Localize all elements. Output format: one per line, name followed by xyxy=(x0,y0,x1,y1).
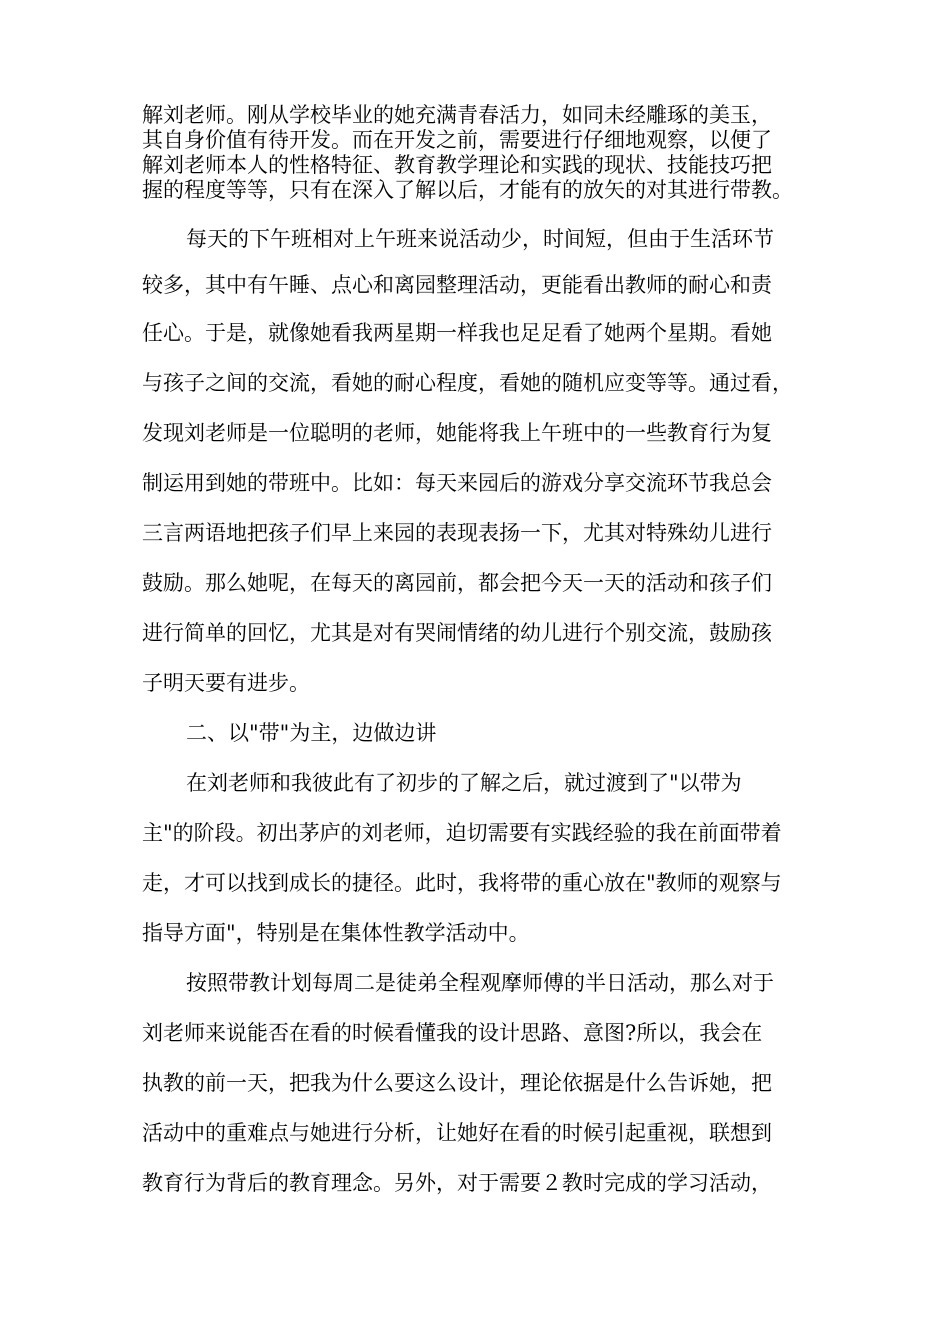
paragraph-line: 教育行为背后的教育理念。另外，对于需要２教时完成的学习活动， xyxy=(142,1171,772,1195)
paragraph-line: 任心。于是，就像她看我两星期一样我也足足看了她两个星期。看她 xyxy=(142,321,772,345)
paragraph-line: 鼓励。那么她呢，在每天的离园前，都会把今天一天的活动和孩子们 xyxy=(142,571,772,595)
paragraph-line: 在刘老师和我彼此有了初步的了解之后，就过渡到了"以带为 xyxy=(186,771,742,795)
paragraph-line: 主"的阶段。初出茅庐的刘老师，迫切需要有实践经验的我在前面带着 xyxy=(142,821,782,845)
section-heading: 二、以"带"为主，边做边讲 xyxy=(186,721,437,745)
paragraph-line: 进行简单的回忆，尤其是对有哭闹情绪的幼儿进行个别交流，鼓励孩 xyxy=(142,621,772,645)
paragraph-line: 刘老师来说能否在看的时候看懂我的设计思路、意图?所以，我会在 xyxy=(142,1021,763,1045)
paragraph-line: 执教的前一天，把我为什么要这么设计，理论依据是什么告诉她，把 xyxy=(142,1071,772,1095)
text-line: 其自身价值有待开发。而在开发之前，需要进行仔细地观察，以便了 xyxy=(142,128,772,152)
paragraph-line: 三言两语地把孩子们早上来园的表现表扬一下，尤其对特殊幼儿进行 xyxy=(142,521,772,545)
paragraph-line: 每天的下午班相对上午班来说活动少，时间短，但由于生活环节 xyxy=(186,227,774,251)
paragraph-line: 走，才可以找到成长的捷径。此时，我将带的重心放在"教师的观察与 xyxy=(142,871,782,895)
text-line: 握的程度等等，只有在深入了解以后，才能有的放矢的对其进行带教。 xyxy=(142,178,793,202)
paragraph-line: 指导方面"，特别是在集体性教学活动中。 xyxy=(142,921,530,945)
paragraph-line: 制运用到她的带班中。比如：每天来园后的游戏分享交流环节我总会 xyxy=(142,471,772,495)
paragraph-line: 与孩子之间的交流，看她的耐心程度，看她的随机应变等等。通过看， xyxy=(142,371,793,395)
text-line: 解刘老师本人的性格特征、教育教学理论和实践的现状、技能技巧把 xyxy=(142,153,772,177)
paragraph-line: 活动中的重难点与她进行分析，让她好在看的时候引起重视，联想到 xyxy=(142,1121,772,1145)
paragraph-line: 发现刘老师是一位聪明的老师，她能将我上午班中的一些教育行为复 xyxy=(142,421,772,445)
paragraph-line: 较多，其中有午睡、点心和离园整理活动，更能看出教师的耐心和责 xyxy=(142,273,772,297)
paragraph-line: 按照带教计划每周二是徒弟全程观摩师傅的半日活动，那么对于 xyxy=(186,971,774,995)
text-line: 解刘老师。刚从学校毕业的她充满青春活力，如同未经雕琢的美玉， xyxy=(142,103,772,127)
paragraph-line: 子明天要有进步。 xyxy=(142,671,310,695)
